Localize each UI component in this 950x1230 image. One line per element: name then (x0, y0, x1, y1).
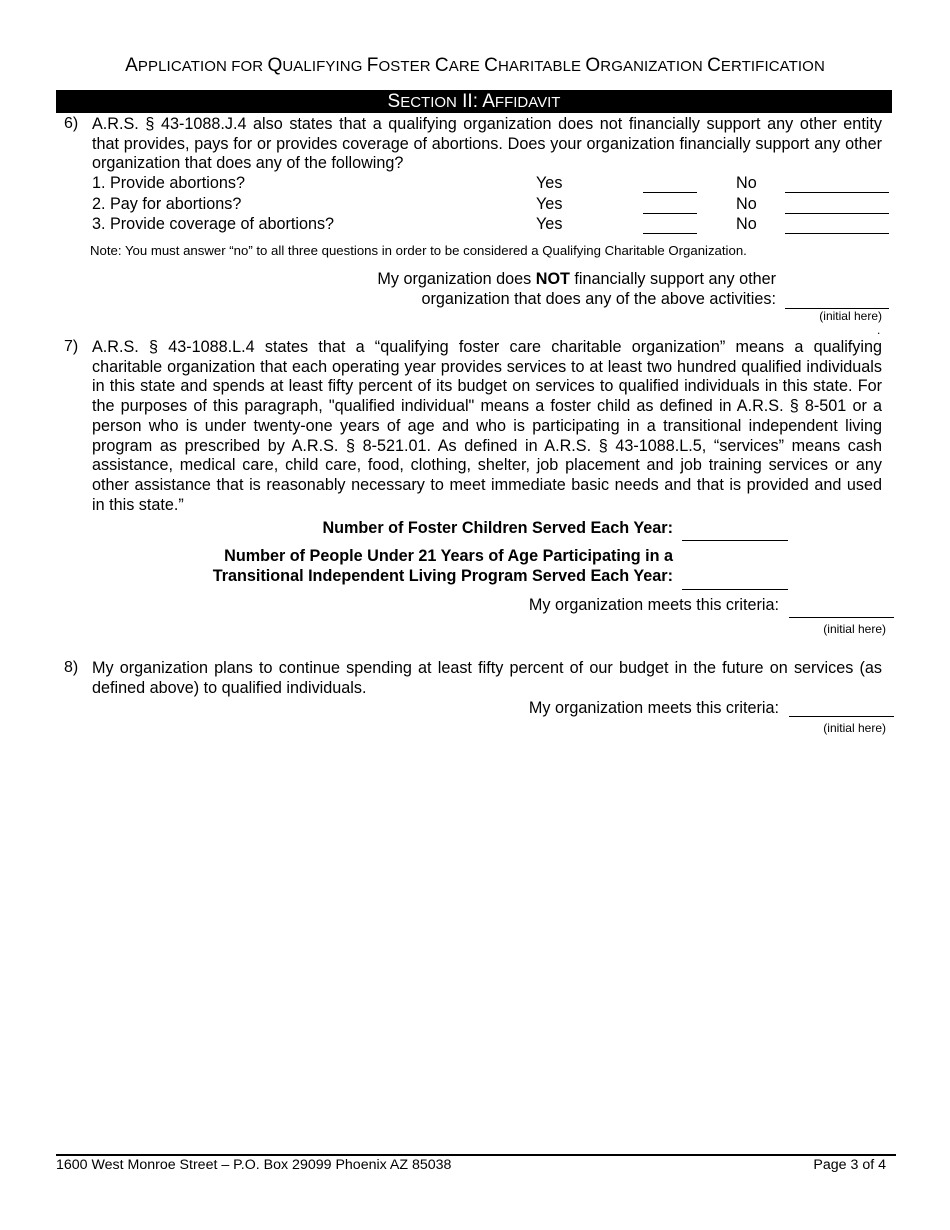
question-7-initial-field[interactable] (789, 617, 894, 618)
question-6-text: A.R.S. § 43-1088.J.4 also states that a qualifying organization does not financially support any other entity that provides, pays for or provides coverage of abortions. Does your organization financially support any other organization that does any of the following? (92, 115, 882, 173)
section-header: SECTION II: AFFIDAVIT (56, 90, 892, 113)
under21-label-line-1: Number of People Under 21 Years of Age Participating in a (224, 547, 673, 565)
yes-label: Yes (536, 215, 563, 233)
no-label: No (736, 195, 757, 213)
no-answer-field[interactable] (785, 192, 889, 193)
no-label: No (736, 215, 757, 233)
question-6-number: 6) (64, 115, 79, 132)
question-8-criteria-label: My organization meets this criteria: (528, 699, 779, 717)
foster-children-count-field[interactable] (682, 540, 788, 541)
no-label: No (736, 174, 757, 192)
yes-label: Yes (536, 174, 563, 192)
question-6-item-2 (92, 195, 892, 215)
footer-address: 1600 West Monroe Street – P.O. Box 29099 Phoenix AZ 85038 (56, 1157, 452, 1173)
yes-answer-field[interactable] (643, 233, 697, 234)
question-8-initial-label: (initial here) (823, 721, 886, 735)
question-7-number: 7) (64, 338, 79, 355)
question-6-statement-line-1: My organization does NOT financially support any other (377, 270, 776, 288)
document-title: APPLICATION FOR QUALIFYING FOSTER CARE CHARITABLE ORGANIZATION CERTIFICATION (125, 55, 825, 76)
item-label: 3. Provide coverage of abortions? (92, 215, 335, 233)
no-answer-field[interactable] (785, 233, 889, 234)
item-label: 1. Provide abortions? (92, 174, 245, 192)
footer-divider (56, 1154, 896, 1156)
page-number: Page 3 of 4 (813, 1157, 886, 1173)
question-6-item-3 (92, 215, 892, 235)
no-answer-field[interactable] (785, 213, 889, 214)
item-label: 2. Pay for abortions? (92, 195, 242, 213)
yes-answer-field[interactable] (643, 213, 697, 214)
question-6-initial-label: (initial here) (819, 309, 882, 323)
under21-label-line-2: Transitional Independent Living Program Served Each Year: (212, 567, 673, 585)
under21-count-field[interactable] (682, 589, 788, 590)
yes-answer-field[interactable] (643, 192, 697, 193)
question-6-note: Note: You must answer “no” to all three questions in order to be considered a Qualifying Charitable Organization. (90, 243, 747, 258)
question-6-item-1 (92, 174, 892, 194)
question-8-text: My organization plans to continue spending at least fifty percent of our budget in the future on services (as defined above) to qualified individuals. (92, 659, 882, 697)
foster-children-label: Number of Foster Children Served Each Year: (322, 519, 673, 537)
question-8-initial-field[interactable] (789, 716, 894, 717)
question-8-number: 8) (64, 659, 79, 676)
stray-dot: . (877, 323, 881, 337)
question-7-text: A.R.S. § 43-1088.L.4 states that a “qualifying foster care charitable organization” means a qualifying charitable organization that each operating year provides services to at least two hundred qualified individuals in this state and spends at least fifty percent of its budget on services to qualified individuals in this state. For the purposes of this paragraph, "qualified individual" means a foster child as defined in A.R.S. § 8-501 or a person who is under twenty-one years of age and who is participating in a transitional independent living program as prescribed by A.R.S. § 8-521.01. As defined in A.R.S. § 43-1088.L.5, “services” means cash assistance, medical care, child care, food, clothing, shelter, job placement and job training services or any other assistance that is reasonably necessary to meet immediate basic needs and that is provided and used in this state.” (92, 338, 882, 514)
yes-label: Yes (536, 195, 563, 213)
question-7-initial-label: (initial here) (823, 622, 886, 636)
question-7-criteria-label: My organization meets this criteria: (528, 596, 779, 614)
question-6-statement-line-2: organization that does any of the above activities: (421, 290, 776, 308)
